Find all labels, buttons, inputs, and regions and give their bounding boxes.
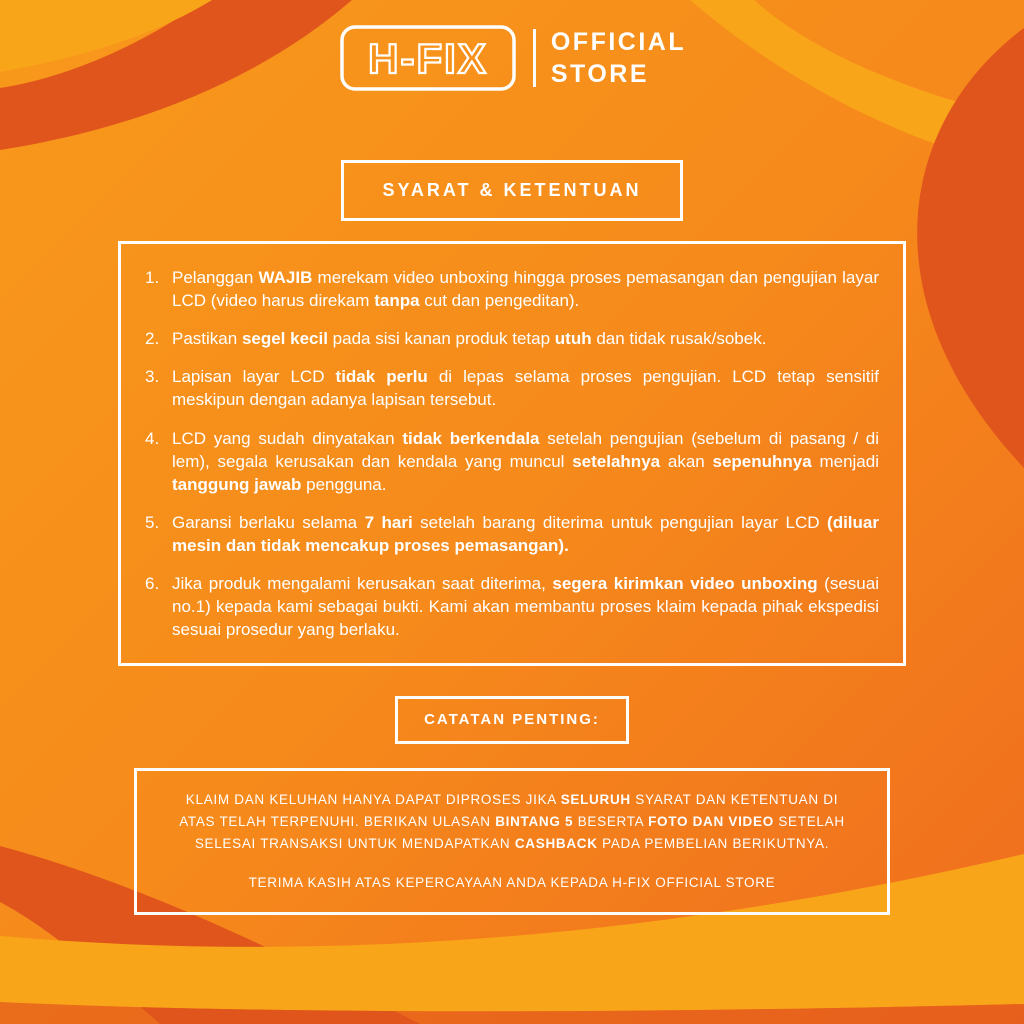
bold-text: utuh [554,329,592,349]
text: (sesuai no.1) kepada kami sebagai bukti. Kami akan membantu proses klaim kepada pihak ekspedisi sesuai prosedur yang berlaku. [172,574,879,640]
text: SETELAH SELESAI TRANSAKSI UNTUK MENDAPATKAN [194,814,845,851]
bold-text: tanpa [374,291,420,311]
text: KLAIM DAN KELUHAN HANYA DAPAT DIPROSES JIKA [185,792,561,808]
term-item [145,327,879,350]
text: Lapisan layar LCD [172,367,336,387]
notes-body [167,789,857,893]
notes-title: CATATAN PENTING: [424,711,600,729]
text: LCD yang sudah dinyatakan [172,428,403,448]
text: menjadi [811,451,879,471]
note-paragraph [167,872,857,894]
terms-title: SYARAT & KETENTUAN [382,180,642,200]
term-number: 5. [145,512,160,532]
bold-text: setelahnya [572,451,661,471]
terms-box [118,241,906,666]
store-label [551,26,686,90]
term-text [172,572,879,641]
text: akan [660,451,713,471]
term-item [145,427,879,496]
text: TERIMA KASIH ATAS KEPERCAYAAN ANDA KEPADA H-FIX OFFICIAL STORE [248,875,776,891]
terms-list [145,266,879,641]
bold-text: tidak berkendala [402,428,540,448]
bold-text: tanggung jawab [172,474,302,494]
store-label-line2: STORE [550,60,650,88]
terms-title-box [341,160,682,221]
bold-text: 7 hari [364,512,413,532]
bold-text: SELURUH [560,792,631,808]
text: Garansi berlaku selama [172,512,365,532]
text: pada sisi kanan produk tetap [327,329,555,349]
term-text [172,365,879,411]
bold-text: FOTO DAN VIDEO [648,814,774,830]
text: PADA PEMBELIAN BERIKUTNYA. [597,835,830,851]
term-number: 2. [145,329,160,349]
term-item [145,572,879,641]
note-paragraph [167,789,857,854]
text: cut dan pengeditan). [419,291,580,311]
text: SYARAT DAN KETENTUAN DI ATAS TELAH TERPENUHI. BERIKAN ULASAN [179,792,839,830]
text: Pastikan [172,329,242,349]
notes-title-box [395,696,629,744]
text: merekam video unboxing hingga proses pemasangan dan pengujian layar LCD (video harus direkam [172,268,879,311]
bold-text: tidak perlu [335,367,428,387]
term-text [172,266,879,312]
bold-text: segera kirimkan video unboxing [552,574,818,594]
logo-divider [533,29,536,87]
bold-text: sepenuhnya [712,451,812,471]
hfix-logo [338,16,518,100]
text: Pelanggan [172,268,259,287]
term-number: 3. [145,367,160,387]
term-item [145,511,879,557]
term-text [172,427,879,496]
term-item [145,266,879,312]
bold-text: segel kecil [241,329,328,349]
text: setelah barang diterima untuk pengujian layar LCD [412,512,828,532]
text: di lepas selama proses pengujian. LCD tetap sensitif meskipun dengan adanya lapisan tersebut. [172,367,880,410]
term-text [172,511,879,557]
text: dan tidak rusak/sobek. [591,329,767,349]
text: setelah pengujian (sebelum di pasang / di lem), segala kerusakan dan kendala yang muncul [172,428,880,471]
notes-box [134,768,890,914]
bold-text: BINTANG 5 [495,814,574,830]
header [338,16,686,100]
bold-text: (diluar mesin dan tidak mencakup proses pemasangan). [172,512,879,555]
term-text [172,327,879,350]
term-number: 1. [145,268,160,287]
logo-text: H-FIX [368,35,488,82]
bold-text: WAJIB [258,268,313,287]
term-number: 4. [145,428,160,448]
text: pengguna. [301,474,387,494]
text: BESERTA [573,814,649,830]
term-number: 6. [145,574,160,594]
text: Jika produk mengalami kerusakan saat diterima, [172,574,553,594]
bold-text: CASHBACK [514,835,598,851]
term-item [145,365,879,411]
store-label-line1: OFFICIAL [550,28,687,56]
